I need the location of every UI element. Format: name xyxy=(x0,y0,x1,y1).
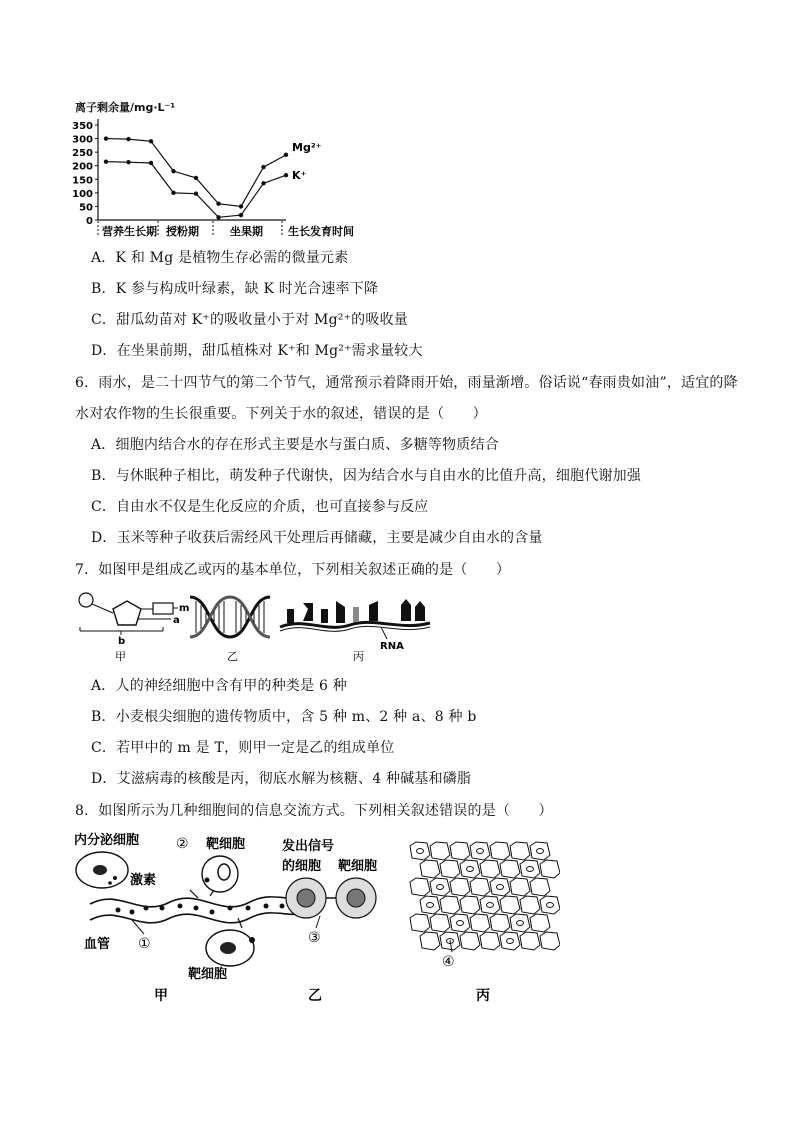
plant-cell xyxy=(460,860,480,878)
data-point xyxy=(261,165,265,169)
plant-cells-mesh-icon xyxy=(410,842,560,950)
label-b: b xyxy=(118,636,126,647)
plant-cell xyxy=(520,896,540,914)
figure-bing xyxy=(410,842,560,1004)
data-point xyxy=(284,173,288,177)
q8-stem: 8．如图所示为几种细胞间的信息交流方式。下列相关叙述错误的是（ ） xyxy=(75,803,553,819)
label-target-cell-3: 靶细胞 xyxy=(338,859,378,874)
base-rect-icon xyxy=(153,603,173,614)
q7-option-c: C．若甲中的 m 是 T，则甲一定是乙的组成单位 xyxy=(91,740,395,756)
label-circle-3: ③ xyxy=(308,930,321,946)
plant-cell xyxy=(490,914,510,932)
y-tick-label: 200 xyxy=(72,161,93,173)
plant-cell xyxy=(420,932,440,950)
series-label: Mg²⁺ xyxy=(292,140,322,154)
nucleus-icon xyxy=(93,865,107,875)
series-line xyxy=(106,162,286,218)
y-tick-label: 250 xyxy=(72,148,93,160)
plant-cell xyxy=(460,932,480,950)
plant-cell xyxy=(540,896,560,914)
label-circle-1: ① xyxy=(138,936,151,952)
data-point xyxy=(261,181,265,185)
data-point xyxy=(149,139,153,143)
plant-cell xyxy=(510,878,530,896)
y-tick-label: 350 xyxy=(72,121,93,132)
cell-nucleus xyxy=(437,885,444,890)
q6-option-b: B．与休眠种子相比，萌发种子代谢快，因为结合水与自由水的比值升高，细胞代谢加强 xyxy=(91,468,642,484)
cell-nucleus xyxy=(417,849,424,854)
label-signal-2: 的细胞 xyxy=(282,859,322,874)
plant-cell xyxy=(470,914,490,932)
plant-cell xyxy=(450,914,470,932)
y-tick-label: 100 xyxy=(72,188,93,200)
cell-nucleus xyxy=(507,939,514,944)
q5-option-c: C．甜瓜幼苗对 K⁺的吸收量小于对 Mg²⁺的吸收量 xyxy=(91,312,408,328)
cell-nucleus xyxy=(457,921,464,926)
plant-cell xyxy=(540,932,560,950)
stage-label: 坐果期 xyxy=(230,225,263,238)
q6-option-a: A．细胞内结合水的存在形式主要是水与蛋白质、多糖等物质结合 xyxy=(91,437,499,453)
label-blood-vessel: 血管 xyxy=(84,937,111,952)
cell-communication-figure xyxy=(70,828,560,1008)
nucleotide-figure xyxy=(75,587,435,667)
plant-cell xyxy=(510,914,530,932)
plant-cell xyxy=(520,860,540,878)
series-lines xyxy=(104,136,288,219)
q6-option-c: C．自由水不仅是生化反应的介质，也可直接参与反应 xyxy=(91,499,429,515)
cell-nucleus xyxy=(487,903,494,908)
plant-cell xyxy=(430,878,450,896)
bond-line xyxy=(92,604,113,613)
plant-cell xyxy=(480,932,500,950)
cell-nucleus xyxy=(467,867,474,872)
plant-cell xyxy=(500,860,520,878)
q5-option-d: D．在坐果前期，甜瓜植株对 K⁺和 Mg²⁺需求量较大 xyxy=(91,343,423,359)
plant-cell xyxy=(440,896,460,914)
cell-nucleus xyxy=(477,849,484,854)
plant-cell xyxy=(410,878,430,896)
data-point xyxy=(194,191,198,195)
cell-nucleus xyxy=(537,849,544,854)
label-yi: 乙 xyxy=(227,650,238,663)
plant-cell xyxy=(500,932,520,950)
plant-cell xyxy=(440,860,460,878)
plant-cell xyxy=(540,860,560,878)
plant-cell xyxy=(460,896,480,914)
q5-option-a: A．K 和 Mg 是植物生存必需的微量元素 xyxy=(91,250,349,266)
rna-pointer xyxy=(381,627,387,639)
figure-jia xyxy=(74,832,298,1004)
y-tick-label: 50 xyxy=(79,202,93,214)
figure-yi xyxy=(281,838,377,1004)
y-tick-label: 150 xyxy=(72,175,93,187)
sugar-pentagon-icon xyxy=(113,601,141,625)
label-bing: 丙 xyxy=(476,988,490,1004)
label-bing: 丙 xyxy=(353,650,364,663)
q7-option-d: D．艾滋病毒的核酸是丙，彻底水解为核糖、4 种碱基和磷脂 xyxy=(91,771,472,787)
q6-stem-cont: 水对农作物的生长很重要。下列关于水的叙述，错误的是（ ） xyxy=(75,406,487,422)
label-target-cell-2: 靶细胞 xyxy=(188,967,228,982)
plant-cell xyxy=(470,842,490,860)
cell-nucleus xyxy=(427,903,434,908)
target-cell-icon xyxy=(202,856,238,892)
chart-xlabel: 生长发育时间 xyxy=(288,225,354,238)
series-labels xyxy=(292,141,322,182)
nucleotide-diagram xyxy=(79,593,189,663)
q7-option-b: B．小麦根尖细胞的遗传物质中，含 5 种 m、2 种 a、8 种 b xyxy=(91,709,477,725)
label-circle-2: ② xyxy=(176,836,189,852)
y-tick-label: 0 xyxy=(86,216,93,227)
ion-chart xyxy=(70,95,380,245)
data-point xyxy=(171,191,175,195)
q7-stem: 7．如图甲是组成乙或丙的基本单位，下列相关叙述正确的是（ ） xyxy=(75,562,511,578)
label-circle-4: ④ xyxy=(442,954,455,970)
plant-cell xyxy=(510,842,530,860)
label-jia: 甲 xyxy=(115,650,126,663)
cell-nucleus xyxy=(497,885,504,890)
data-point xyxy=(104,136,108,140)
plant-cell xyxy=(470,878,490,896)
data-point xyxy=(149,161,153,165)
data-point xyxy=(194,176,198,180)
data-point xyxy=(104,159,108,163)
data-point xyxy=(126,160,130,164)
label-target-cell: 靶细胞 xyxy=(206,837,246,852)
cell-nucleus xyxy=(517,921,524,926)
plant-cell xyxy=(520,932,540,950)
phosphate-icon xyxy=(79,593,93,607)
data-point xyxy=(216,215,220,219)
plant-cell xyxy=(530,914,550,932)
cell-nucleus xyxy=(527,867,534,872)
plant-cell xyxy=(500,896,520,914)
data-point xyxy=(239,213,243,217)
rna-strand-icon xyxy=(280,599,430,663)
series-label: K⁺ xyxy=(292,169,307,183)
plant-cell xyxy=(430,842,450,860)
q6-stem: 6．雨水，是二十四节气的第二个节气，通常预示着降雨开始，雨量渐增。俗话说“春雨贵如油”，适宜的降 xyxy=(75,375,738,391)
plant-cell xyxy=(410,914,430,932)
cell-nucleus xyxy=(547,903,554,908)
plant-cell xyxy=(420,860,440,878)
plant-cell xyxy=(450,878,470,896)
q6-option-d: D．玉米等种子收获后需经风干处理后再储藏，主要是减少自由水的含量 xyxy=(91,530,543,546)
plant-cell xyxy=(530,878,550,896)
label-jia: 甲 xyxy=(154,988,168,1004)
data-point xyxy=(171,169,175,173)
q7-option-a: A．人的神经细胞中含有甲的种类是 6 种 xyxy=(91,678,347,694)
y-ticks xyxy=(72,121,98,227)
label-signal-1: 发出信号 xyxy=(282,839,335,854)
stage-label: 营养生长期 xyxy=(102,225,157,238)
data-point xyxy=(216,202,220,206)
stage-label: 授粉期 xyxy=(166,225,199,238)
data-point xyxy=(284,153,288,157)
label-endocrine-cell: 内分泌细胞 xyxy=(74,833,140,848)
plant-cell xyxy=(480,860,500,878)
label-hormone: 激素 xyxy=(130,873,157,888)
plant-cell xyxy=(420,896,440,914)
label-rna: RNA xyxy=(380,641,404,652)
label-a: a xyxy=(173,615,180,626)
dna-helix-icon xyxy=(190,597,270,663)
label-m: m xyxy=(179,603,190,614)
q5-option-b: B．K 参与构成叶绿素，缺 K 时光合速率下降 xyxy=(91,281,379,297)
plant-cell xyxy=(490,842,510,860)
plant-cell xyxy=(430,914,450,932)
plant-cell xyxy=(480,896,500,914)
plant-cell xyxy=(410,842,430,860)
label-yi: 乙 xyxy=(308,988,322,1004)
plant-cell xyxy=(450,842,470,860)
chart-ylabel: 离子剩余量/mg·L⁻¹ xyxy=(75,101,176,114)
data-point xyxy=(239,204,243,208)
plant-cell xyxy=(530,842,550,860)
plant-cell xyxy=(490,878,510,896)
data-point xyxy=(126,137,130,141)
series-line xyxy=(106,139,286,207)
y-tick-label: 300 xyxy=(72,134,93,146)
